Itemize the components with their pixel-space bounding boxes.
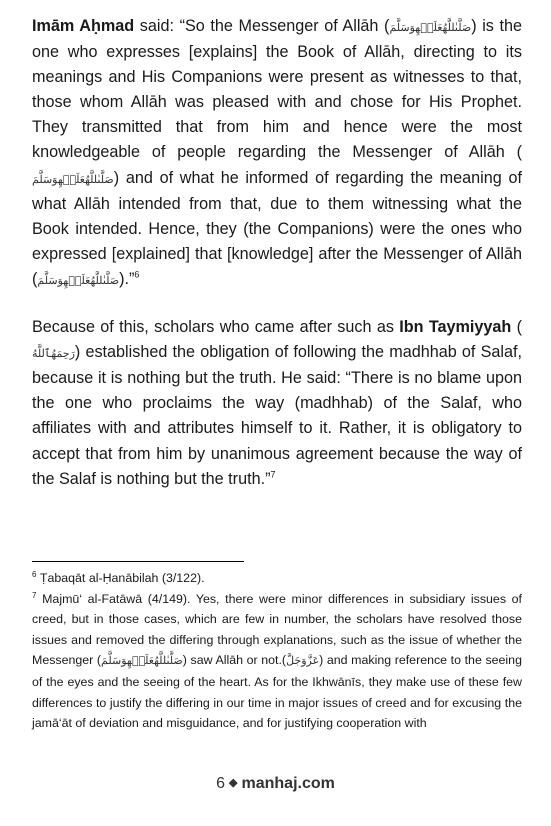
footnote-divider: [32, 561, 244, 562]
paragraph-ibn-taymiyyah: Because of this, scholars who came after such as Ibn Taymiyyah (رَحِمَهُٱللَّهُ) established the obligation of following the madhhab of Salaf, because it is nothing but the truth. He said: “There is no blame upon the one who proclaims the way (madhhab) of the Salaf, who affiliates with and attributes himself to it. Rather, it is obligatory to accept that from him by unanimous agreement because the way of the Salaf is nothing but the truth.”$^7$: [32, 318, 523, 488]
footnote-6: $^6$ Ṭabaqāt al-Ḥanābilah (3/122).: [32, 569, 205, 585]
site-link[interactable]: manhaj.com: [241, 775, 335, 792]
name-imam-ahmad: Imām Aḥmad: [32, 17, 135, 35]
page-number: 6: [216, 775, 226, 792]
footnote-7: $^7$ Majmū‘ al-Fatāwā (4/149). Yes, there were minor differences in subsidiary issues of creed, but in those cases, which are few in number, the scholars have resolved those issues and removed the differing through explanations, such as the issue of whether the Messenger (صَلَّىٰللَّهُعَلَيۡهِوَسَلَّمَ) saw Allāh or not.(عَزَّوَجَلَّ) and making reference to the seeing of the eyes and the seeing of the heart. As for the Ikhwānīs, they make use of these few differences to justify the differing in our time in major issues of creed and for excusing the jamā‘āt of deviation and misguidance, and for justifying cooperation with: [32, 590, 522, 731]
honorific-glyph: صَلَّىٰللَّهُعَلَيۡهِوَسَلَّمَ: [37, 273, 120, 287]
page-footer: [0, 775, 551, 793]
main-content: [32, 14, 522, 492]
footnotes: [32, 568, 522, 734]
honorific-glyph: صَلَّىٰللَّهُعَلَيۡهِوَسَلَّمَ: [32, 172, 114, 186]
footnote-ref-6[interactable]: 6: [134, 269, 140, 280]
diamond-separator-icon: ◆: [229, 777, 238, 789]
honorific-glyph: صَلَّىٰللَّهُعَلَيۡهِوَسَلَّمَ: [389, 21, 472, 34]
footnote-ref-7[interactable]: 7: [270, 469, 276, 480]
name-ibn-taymiyyah: Ibn Taymiyyah: [399, 318, 512, 337]
honorific-glyph: رَحِمَهُٱللَّهُ: [32, 347, 75, 361]
honorific-glyph: صَلَّىٰللَّهُعَلَيۡهِوَسَلَّمَ: [101, 654, 183, 668]
honorific-glyph: عَزَّوَجَلَّ: [286, 654, 320, 668]
paragraph-imam-ahmad-quote: Imām Aḥmad said: “So the Messenger of Allāh (صَلَّىٰللَّهُعَلَيۡهِوَسَلَّمَ) is the one who expresses [explains] the Book of Allāh, directing to its meanings and His Companions were present as witnesses to that, those whom Allāh was pleased with and chose for His Prophet. They transmitted that from him and hence were the most knowledgeable of people regarding the Messenger of Allāh (صَلَّىٰللَّهُعَلَيۡهِوَسَلَّمَ) and of what he informed of regarding the meaning of what Allāh intended from that, due to them witnessing what the Book intended. Hence, they (the Companions) were the ones who expressed [explained] that [knowledge] after the Messenger of Allāh (صَلَّىٰللَّهُعَلَيۡهِوَسَلَّمَ).”$^6$: [32, 14, 522, 293]
